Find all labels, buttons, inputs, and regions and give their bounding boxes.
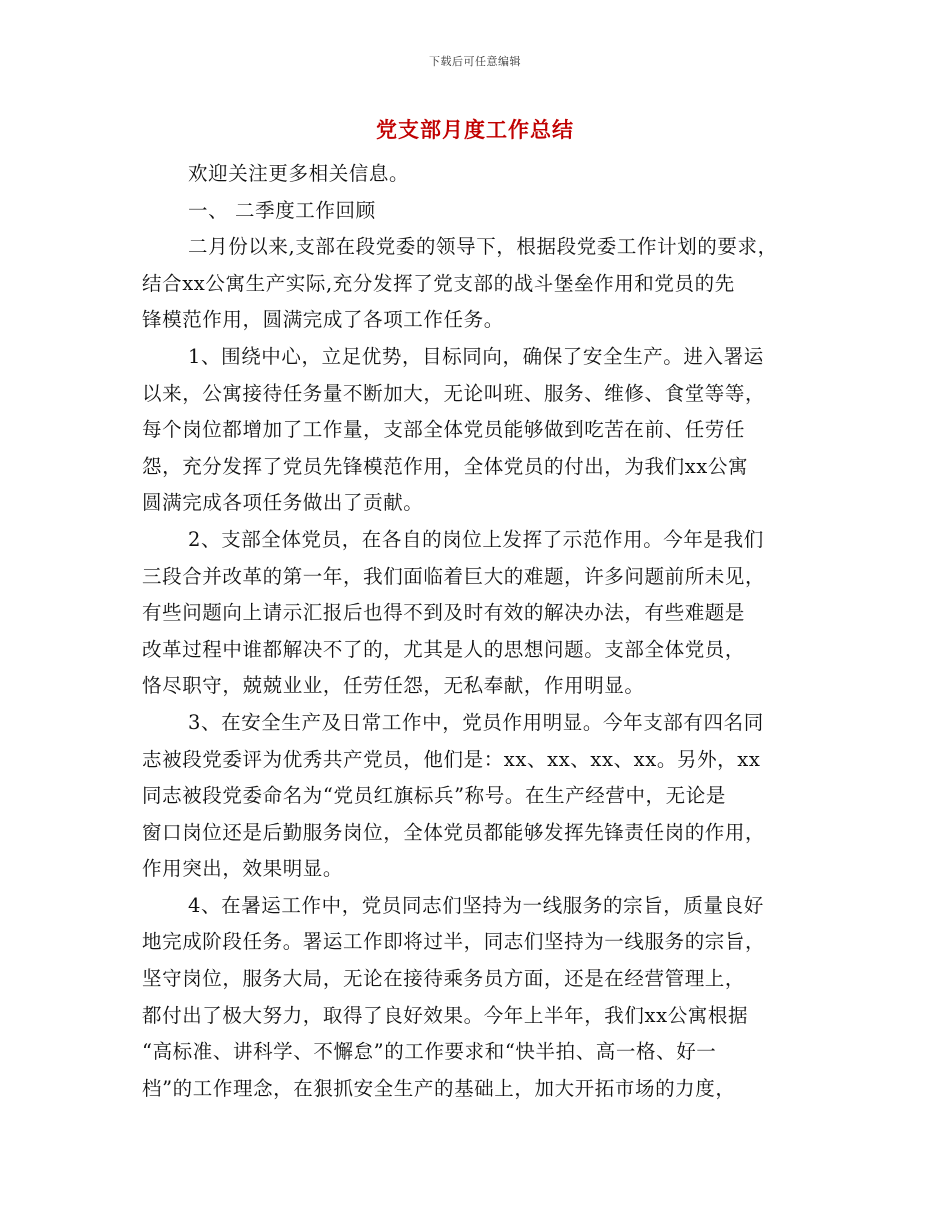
page-title: 党支部月度工作总结 [376, 117, 574, 142]
text-line: 窗口岗位还是后勤服务岗位，全体党员都能够发挥先锋责任岗的作用， [142, 820, 766, 844]
text-line: 结合xx公寓生产实际,充分发挥了党支部的战斗堡垒作用和党员的先 [142, 271, 735, 295]
text-line: 以来，公寓接待任务量不断加大，无论叫班、服务、维修、食堂等等， [142, 381, 766, 405]
text-line: 坚守岗位，服务大局，无论在接待乘务员方面，还是在经营管理上， [142, 967, 746, 991]
text-line: 志被段党委评为优秀共产党员，他们是：xx、xx、xx、xx。另外，xx [142, 747, 761, 771]
text-line: 4、在暑运工作中，党员同志们坚持为一线服务的宗旨，质量良好 [188, 893, 764, 917]
text-line: “高标准、讲科学、不懈怠”的工作要求和“快半拍、高一格、好一 [142, 1040, 717, 1064]
text-line: 3、在安全生产及日常工作中，党员作用明显。今年支部有四名同 [188, 710, 764, 734]
text-line: 同志被段党委命名为“党员红旗标兵”称号。在生产经营中，无论是 [142, 784, 726, 808]
text-line: 怨，充分发挥了党员先锋模范作用，全体党员的付出，为我们xx公寓 [142, 454, 749, 478]
text-line: 都付出了极大努力，取得了良好效果。今年上半年，我们xx公寓根据 [142, 1003, 749, 1027]
text-line: 三段合并改革的第一年，我们面临着巨大的难题，许多问题前所未见， [142, 564, 766, 588]
text-line: 圆满完成各项任务做出了贡献。 [142, 491, 424, 515]
text-line: 一、 二季度工作回顾 [188, 198, 376, 222]
text-line: 每个岗位都增加了工作量，支部全体党员能够做到吃苦在前、任劳任 [142, 418, 746, 442]
text-line: 有些问题向上请示汇报后也得不到及时有效的解决办法，有些难题是 [142, 601, 746, 625]
text-line: 2、支部全体党员，在各自的岗位上发挥了示范作用。今年是我们 [188, 527, 764, 551]
text-line: 作用突出，效果明显。 [142, 857, 344, 881]
text-line: 1、围绕中心，立足优势，目标同向，确保了安全生产。进入署运 [188, 344, 764, 368]
text-line: 二月份以来,支部在段党委的领导下，根据段党委工作计划的要求， [188, 235, 778, 259]
text-line: 地完成阶段任务。署运工作即将过半，同志们坚持为一线服务的宗旨， [142, 930, 766, 954]
document-body [142, 156, 822, 1107]
text-line: 欢迎关注更多相关信息。 [188, 162, 410, 185]
text-line: 档”的工作理念，在狠抓安全生产的基础上，加大开拓市场的力度， [142, 1076, 736, 1100]
text-line: 锋模范作用，圆满完成了各项工作任务。 [142, 308, 504, 332]
text-line: 恪尽职守，兢兢业业，任劳任怨，无私奉献，作用明显。 [142, 674, 645, 698]
text-line: 改革过程中谁都解决不了的，尤其是人的思想问题。支部全体党员， [142, 637, 746, 661]
header-note: 下载后可任意编辑 [429, 55, 521, 68]
